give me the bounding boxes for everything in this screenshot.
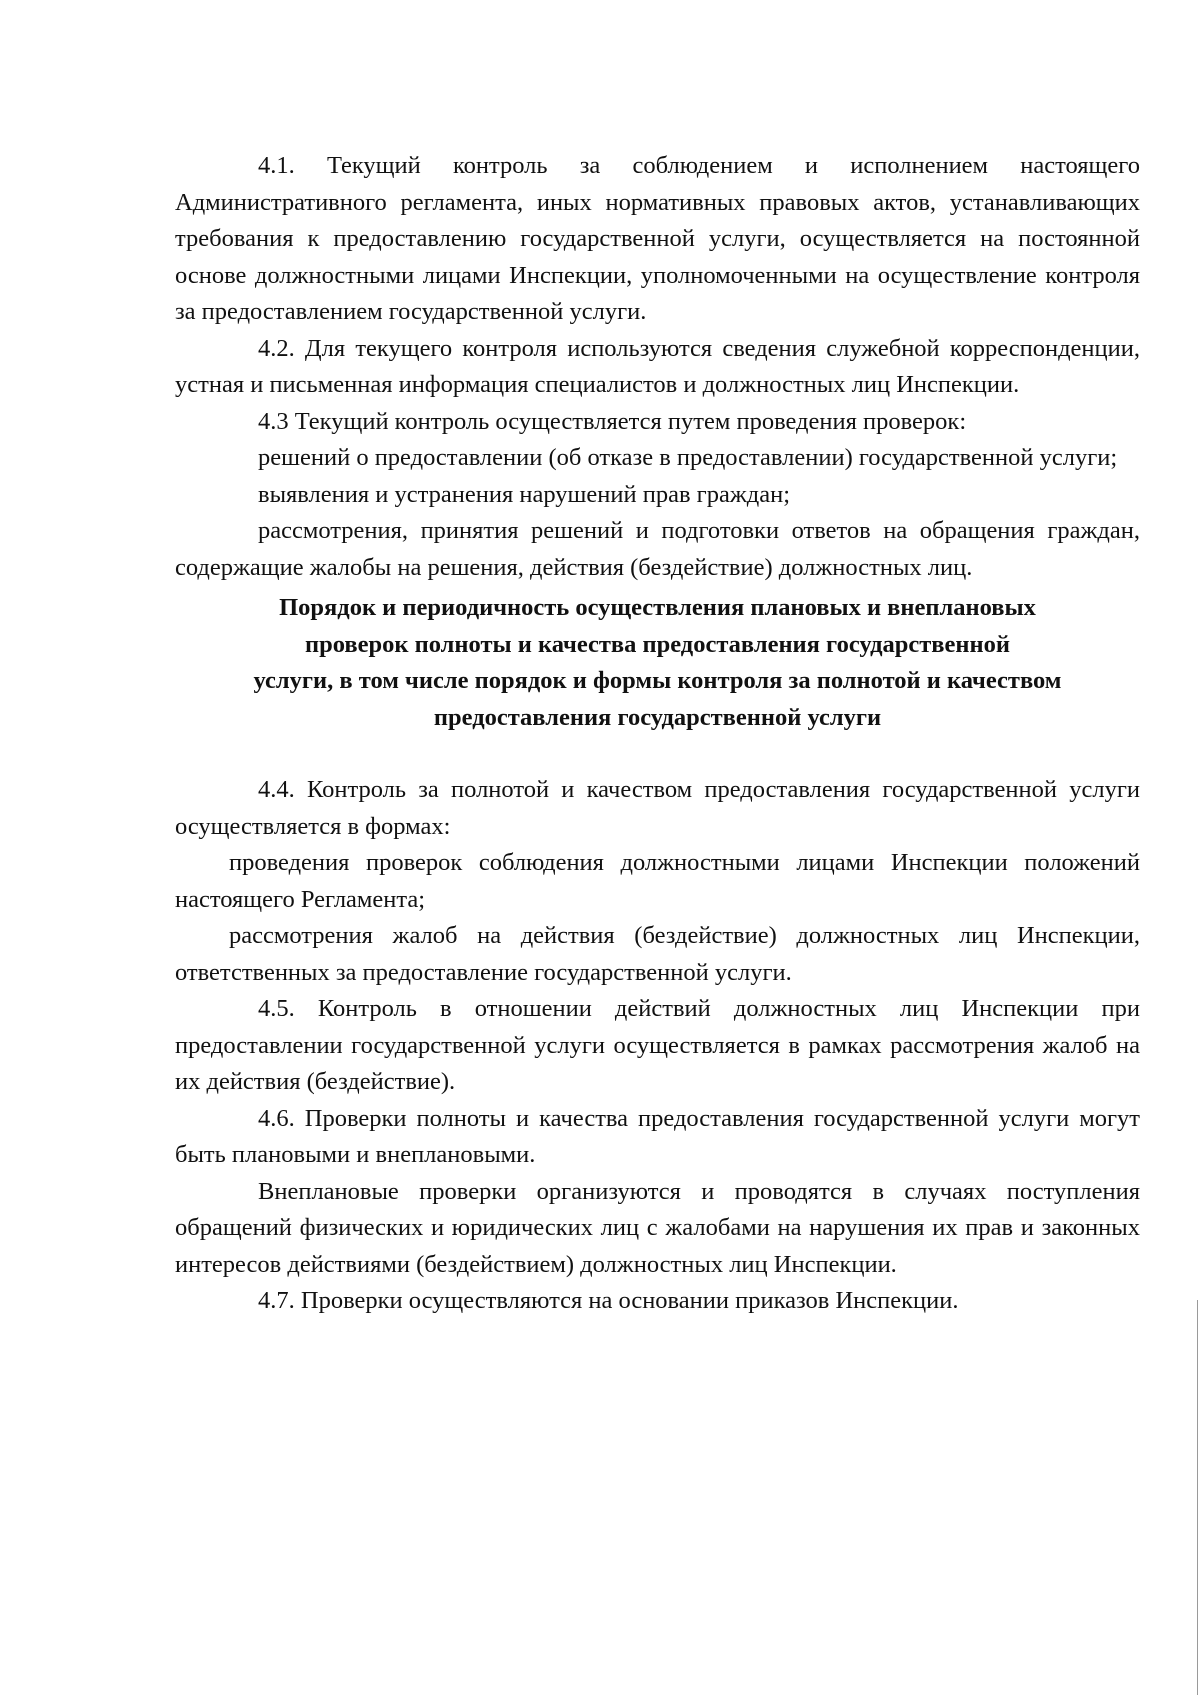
section-heading-line: услуги, в том числе порядок и формы контроля за полнотой и качеством [253,667,1062,694]
paragraph-4-4: 4.4. Контроль за полнотой и качеством предоставления государственной услуги осуществляется в формах: [175,776,1140,840]
document-body [175,148,1140,1320]
section-heading-line: проверок полноты и качества предоставления государственной [305,630,1010,658]
paragraph-4-6: 4.6. Проверки полноты и качества предоставления государственной услуги могут быть плановыми и внеплановыми. [175,1104,1140,1168]
section-heading [175,590,1140,736]
paragraph-4-3-item-complaints: рассмотрения, принятия решений и подготовки ответов на обращения граждан, содержащие жалобы на решения, действия (бездействие) должностных лиц. [175,517,1140,581]
paragraph-4-5: 4.5. Контроль в отношении действий должностных лиц Инспекции при предоставлении государственной услуги осуществляется в рамках рассмотрения жалоб на их действия (бездействие). [175,995,1140,1095]
paragraph-4-7: 4.7. Проверки осуществляются на основании приказов Инспекции. [258,1287,959,1314]
section-heading-line: Порядок и периодичность осуществления плановых и внеплановых [279,594,1036,621]
scan-edge-line [1197,1300,1198,1695]
paragraph-4-4-item-checks: проведения проверок соблюдения должностными лицами Инспекции положений настоящего Регламента; [175,849,1140,913]
section-heading-line: предоставления государственной услуги [433,703,882,731]
paragraph-4-1: 4.1. Текущий контроль за соблюдением и исполнением настоящего Административного регламента, иных нормативных правовых актов, устанавливающих требования к предоставлению государственной услуги, осуществляется на постоянной основе должностными лицами Инспекции, уполномоченными на осуществление контроля за предоставлением государственной услуги. [175,152,1140,325]
paragraph-4-4-item-complaints: рассмотрения жалоб на действия (бездействие) должностных лиц Инспекции, ответственных за предоставление государственной услуги. [175,922,1140,986]
paragraph-4-3-item-violations: выявления и устранения нарушений прав граждан; [258,480,791,508]
paragraph-4-3: 4.3 Текущий контроль осуществляется путем проведения проверок: [258,407,967,435]
paragraph-4-3-item-decisions: решений о предоставлении (об отказе в предоставлении) государственной услуги; [258,444,1118,471]
spacer [175,736,1140,772]
paragraph-4-2: 4.2. Для текущего контроля используются сведения служебной корреспонденции, устная и письменная информация специалистов и должностных лиц Инспекции. [175,334,1140,398]
paragraph-4-6-unscheduled: Внеплановые проверки организуются и проводятся в случаях поступления обращений физических и юридических лиц с жалобами на нарушения их прав и законных интересов действиями (бездействием) должностных лиц Инспекции. [175,1177,1140,1278]
